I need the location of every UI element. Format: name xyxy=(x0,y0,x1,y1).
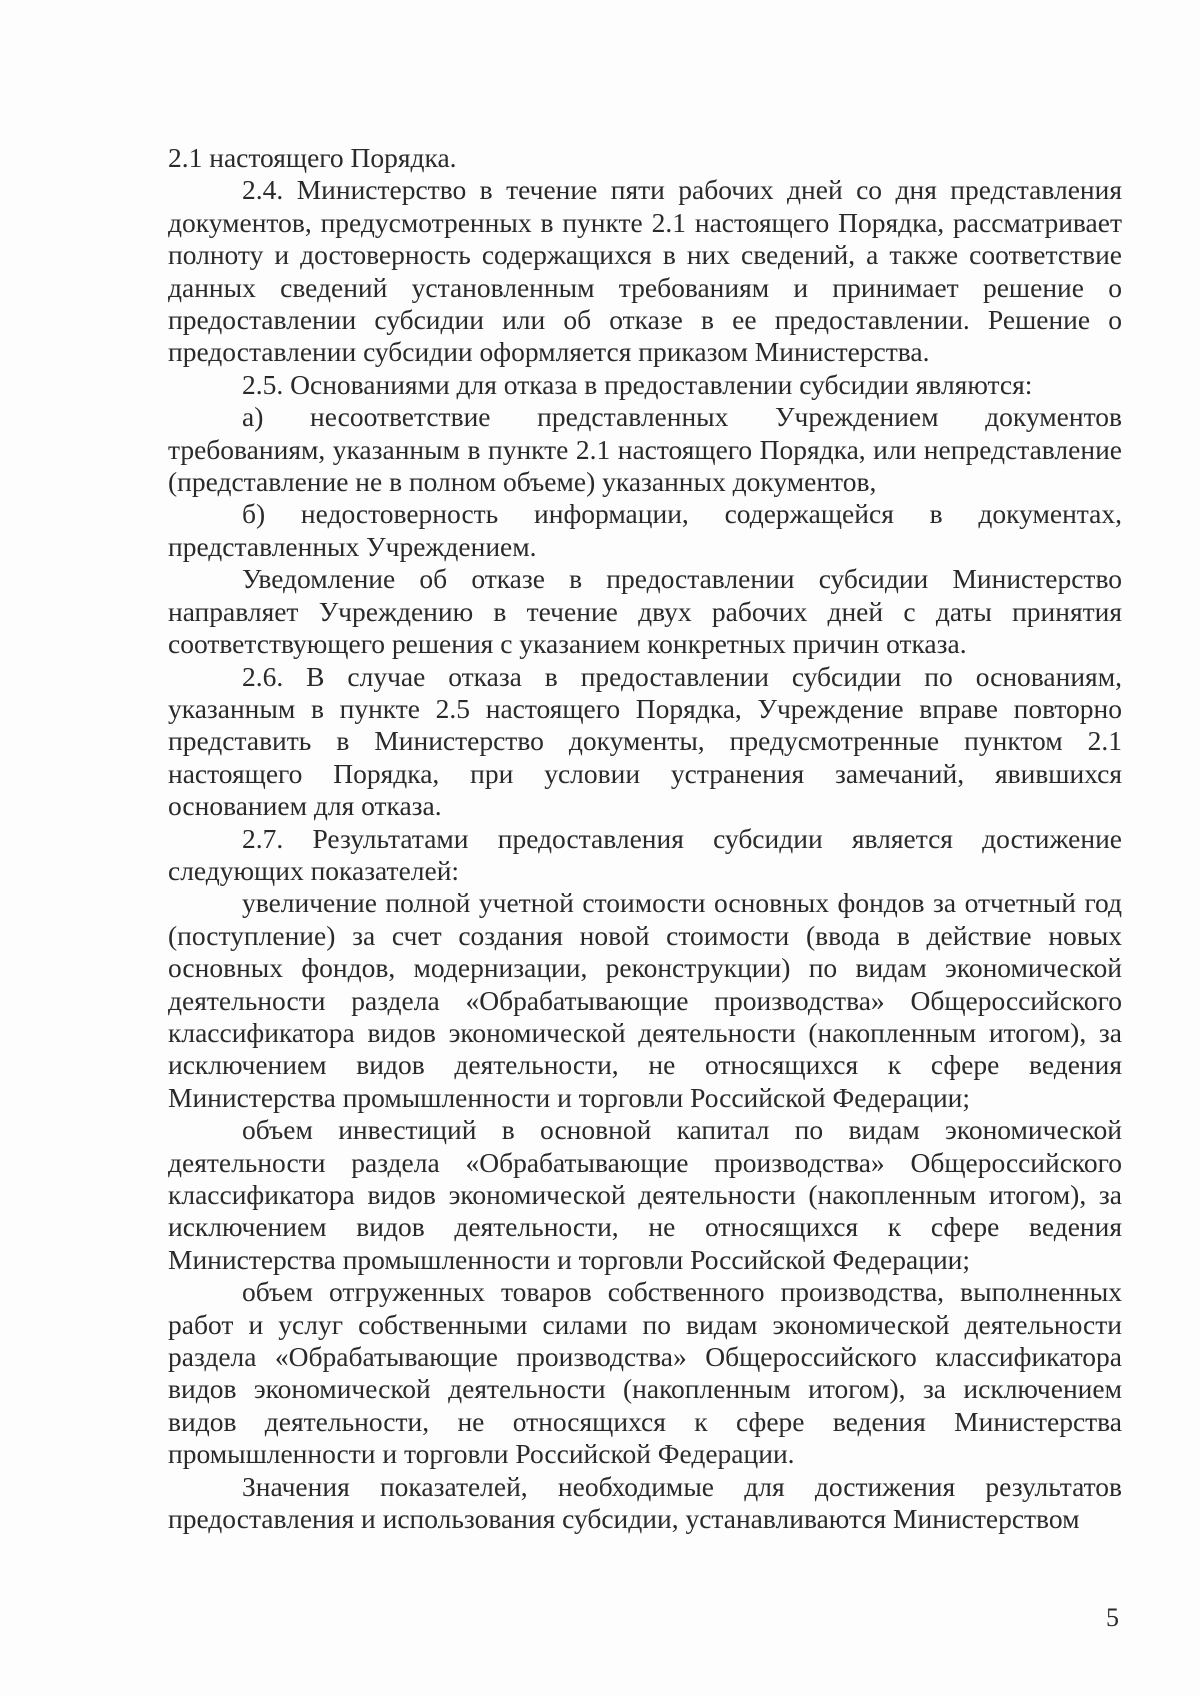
paragraph-continuation: 2.1 настоящего Порядка. xyxy=(168,142,457,173)
paragraph-2-5-a: а) несоответствие представленных Учреждением документов требованиям, указанным в пункте 2.1 настоящего Порядка, или непредставление (представление не в полном объеме) указанных документов, xyxy=(168,401,1122,498)
paragraph-2-5: 2.5. Основаниями для отказа в предоставлении субсидии являются: xyxy=(242,368,1033,400)
indicator-shipped-goods: объем отгруженных товаров собственного производства, выполненных работ и услуг собственными силами по видам экономической деятельности раздела «Обрабатывающие производства» Общероссийского классификатора видов экономической деятельности (накопленным итогом), за исключением видов деятельности, не относящихся к сфере ведения Министерства промышленности и торговли Российской Федерации. xyxy=(168,1276,1122,1470)
paragraph-2-7: 2.7. Результатами предоставления субсидии является достижение следующих показателей: xyxy=(168,822,1122,886)
document-body xyxy=(168,142,1122,1535)
indicator-fixed-assets: увеличение полной учетной стоимости основных фондов за отчетный год (поступление) за счет создания новой стоимости (ввода в действие новых основных фондов, модернизации, реконструкции) по видам экономической деятельности раздела «Обрабатывающие производства» Общероссийского классификатора видов экономической деятельности (накопленным итогом), за исключением видов деятельности, не относящихся к сфере ведения Министерства промышленности и торговли Российской Федерации; xyxy=(168,887,1122,1113)
page-number: 5 xyxy=(1106,1603,1119,1632)
paragraph-2-6: 2.6. В случае отказа в предоставлении субсидии по основаниям, указанным в пункте 2.5 настоящего Порядка, Учреждение вправе повторно представить в Министерство документы, предусмотренные пунктом 2.1 настоящего Порядка, при условии устранения замечаний, явившихся основанием для отказа. xyxy=(168,660,1122,822)
indicator-investments: объем инвестиций в основной капитал по видам экономической деятельности раздела «Обрабатывающие производства» Общероссийского классификатора видов экономической деятельности (накопленным итогом), за исключением видов деятельности, не относящихся к сфере ведения Министерства промышленности и торговли Российской Федерации; xyxy=(168,1114,1122,1275)
paragraph-refusal-notice: Уведомление об отказе в предоставлении субсидии Министерство направляет Учреждению в течение двух рабочих дней с даты принятия соответствующего решения с указанием конкретных причин отказа. xyxy=(168,563,1122,660)
paragraph-2-5-b: б) недостоверность информации, содержащейся в документах, представленных Учреждением. xyxy=(168,498,1122,562)
paragraph-indicator-values: Значения показателей, необходимые для достижения результатов предоставления и использования субсидии, устанавливаются Министерством xyxy=(168,1470,1122,1535)
paragraph-2-4: 2.4. Министерство в течение пяти рабочих дней со дня представления документов, предусмотренных в пункте 2.1 настоящего Порядка, рассматривает полноту и достоверность содержащихся в них сведений, а также соответствие данных сведений установленным требованиям и принимает решение о предоставлении субсидии или об отказе в ее предоставлении. Решение о предоставлении субсидии оформляется приказом Министерства. xyxy=(168,174,1122,368)
